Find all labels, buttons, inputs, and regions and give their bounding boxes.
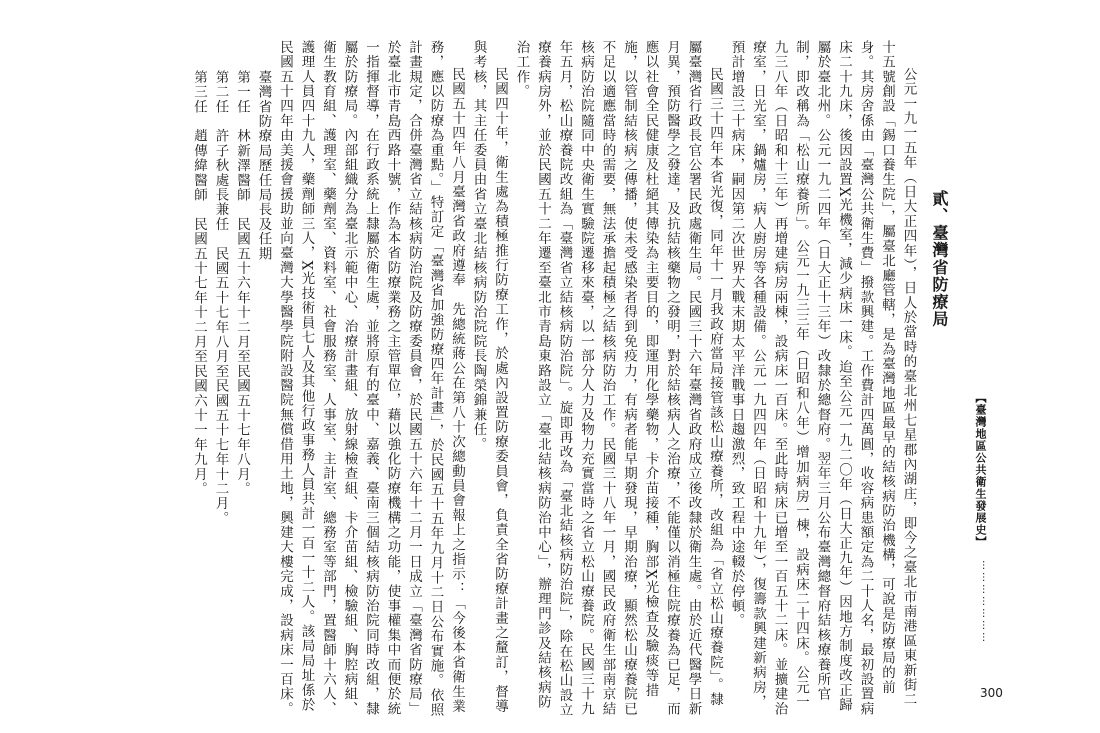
director-term: 第二任: [212, 70, 229, 115]
director-entry: [209, 40, 231, 720]
director-entry: [188, 40, 210, 720]
running-title: 【臺灣地區公共衛生發展史】: [974, 392, 987, 548]
paragraph-postwar-reorganization: 民國三十四年本省光復，同年十一月我政府當局接管該松山療養所，改組為「省立松山療養院」。隸屬臺灣省行政長官公署民政處衛生局。民國三十六年臺灣省政府成立後改隸於衛生處。由於近代醫學日新月異，預防醫學之發達，及抗結核藥物之發明，對於結核病人之治療，不能僅以消極住院療養為已足，而應以社會全民健康及杜絕其傳染為主要目的，即運用化學藥物，卡介苗接種，胸部X光檢查及驗痰等措施，以管制結核病之傳播，使未受感染者得到免疫力，有病者能早期發現，早期治療，顯然松山療養院已不足以適應當時的需要，無法承擔起積極之結核病防治工作。民國三十八年一月，國民政府衛生部南京結核病防治院隨同中央衛生實驗院遷移來臺，以一部分人力及物力充實當時之省立松山療養院。民國三十九年五月，松山療養院改組為「臺灣省立結核病防治院」。旋即再改為「臺北結核病防治院」，除在松山設立療養病房外，並於民國五十二年遷至臺北市青島東路設立「臺北結核病防治中心」，辦理門診及結核病防治工作。: [513, 40, 723, 718]
director-period: 民國五十七年八月至民國五十七年十二月。: [212, 246, 229, 526]
director-term: 第一任: [234, 70, 250, 115]
director-period: 民國五十七年十二月至民國六十一年九月。: [191, 217, 207, 497]
leader-dots: …………………: [980, 560, 991, 644]
director-name: 趙傳緯醫師: [191, 128, 207, 203]
director-name: 許子秋處長兼任: [212, 128, 229, 232]
paragraph-prevention-committee: 民國四十年，衛生處為積極推行防療工作，於處內設置防療委員會，負責全省防療計畫之釐訂，督導與考核，其主任委員由省立臺北結核病防治院院長陶榮錦兼任。: [470, 40, 508, 714]
paragraph-bureau-establishment: 民國五十四年八月臺灣省政府遵奉 先總統蔣公在第八十次總動員會報上之指示：「今後本省衛生業務，應以防療為重點。」特訂定「臺灣省加強防療四年計畫」，於民國五十五年九月十二日公布實施。依照計畫規定，合併臺灣省立結核病防治院及防療委員會，於民國五十六年十二月一日成立「臺灣省防療局」於臺北市青島西路十號，作為本省防療業務之主管單位，藉以強化防療機構之功能，使事權集中而便於統一指揮督導，在行政系統上隸屬於衛生處，並將原有的臺中、嘉義、臺南三個結核病防治院同時改組，隸屬於防療局。內部組織分為臺北示範中心、治療計畫組、放射線檢查組、卡介苗組、檢驗組、胸腔病組、衛生教育組、護理室、藥劑室、資料室、社會服務室、人事室、主計室、總務室等部門，置醫師十六人、護理人員四十九人，藥劑師三人，X光技術員七人及其他行政事務人員共計一百一十二人。該局局址係於民國五十四年由美援會援助並向臺灣大學醫學院附設醫院無償借用土地，興建大樓完成，設病床一百床。: [277, 40, 465, 718]
director-term: 第三任: [191, 70, 207, 115]
paragraph-history-1915: 公元一九一五年（日大正四年），日人於當時的臺北州七星郡內湖庄，即今之臺北市南港區東新街二十五號創設「錫口養生院」，屬臺北廳管轄，是為臺灣地區最早的結核病防治機構，可說是防療局的前身。其房舍係由「臺灣公共衛生費」撥款興建。工作費計四萬圓，收容病患額定為二十人名，最初設置病床二十九床，後因設置X光機室，減少病床一床。迨至公元一九二〇年（日大正九年）因地方制度改正歸屬於臺北州。公元一九二四年（日大正十三年）改隸於總督府。翌年三月公布臺灣總督府結核療養所官制，即改稱為「松山療養所」。公元一九三三年（日昭和八年）增加病房一棟，設病床二十四床。公元一九三八年（日昭和十三年）再增建病房兩棟，設病床一百床。至此時病床已增至一百五十二床。並擴建治療室，日光室，鍋爐房，病人廚房等各種設備。公元一九四四年（日昭和十九年），復籌款興建新病房，預計增設三十病床，嗣因第二次世界大戰末期太平洋戰事日趨激烈，致工程中途輟於停頓。: [728, 40, 917, 717]
director-period: 民國五十六年十二月至民國五十七年八月。: [234, 217, 250, 497]
section-body: [20, 40, 950, 720]
director-entry: [231, 40, 253, 720]
director-name: 林新澤醫師: [234, 128, 250, 203]
page-number: 300: [980, 686, 1003, 700]
directors-list-heading: 臺灣省防療局歷任局長及任期: [255, 70, 272, 262]
section-heading: 貳、臺灣省防療局: [930, 190, 949, 328]
